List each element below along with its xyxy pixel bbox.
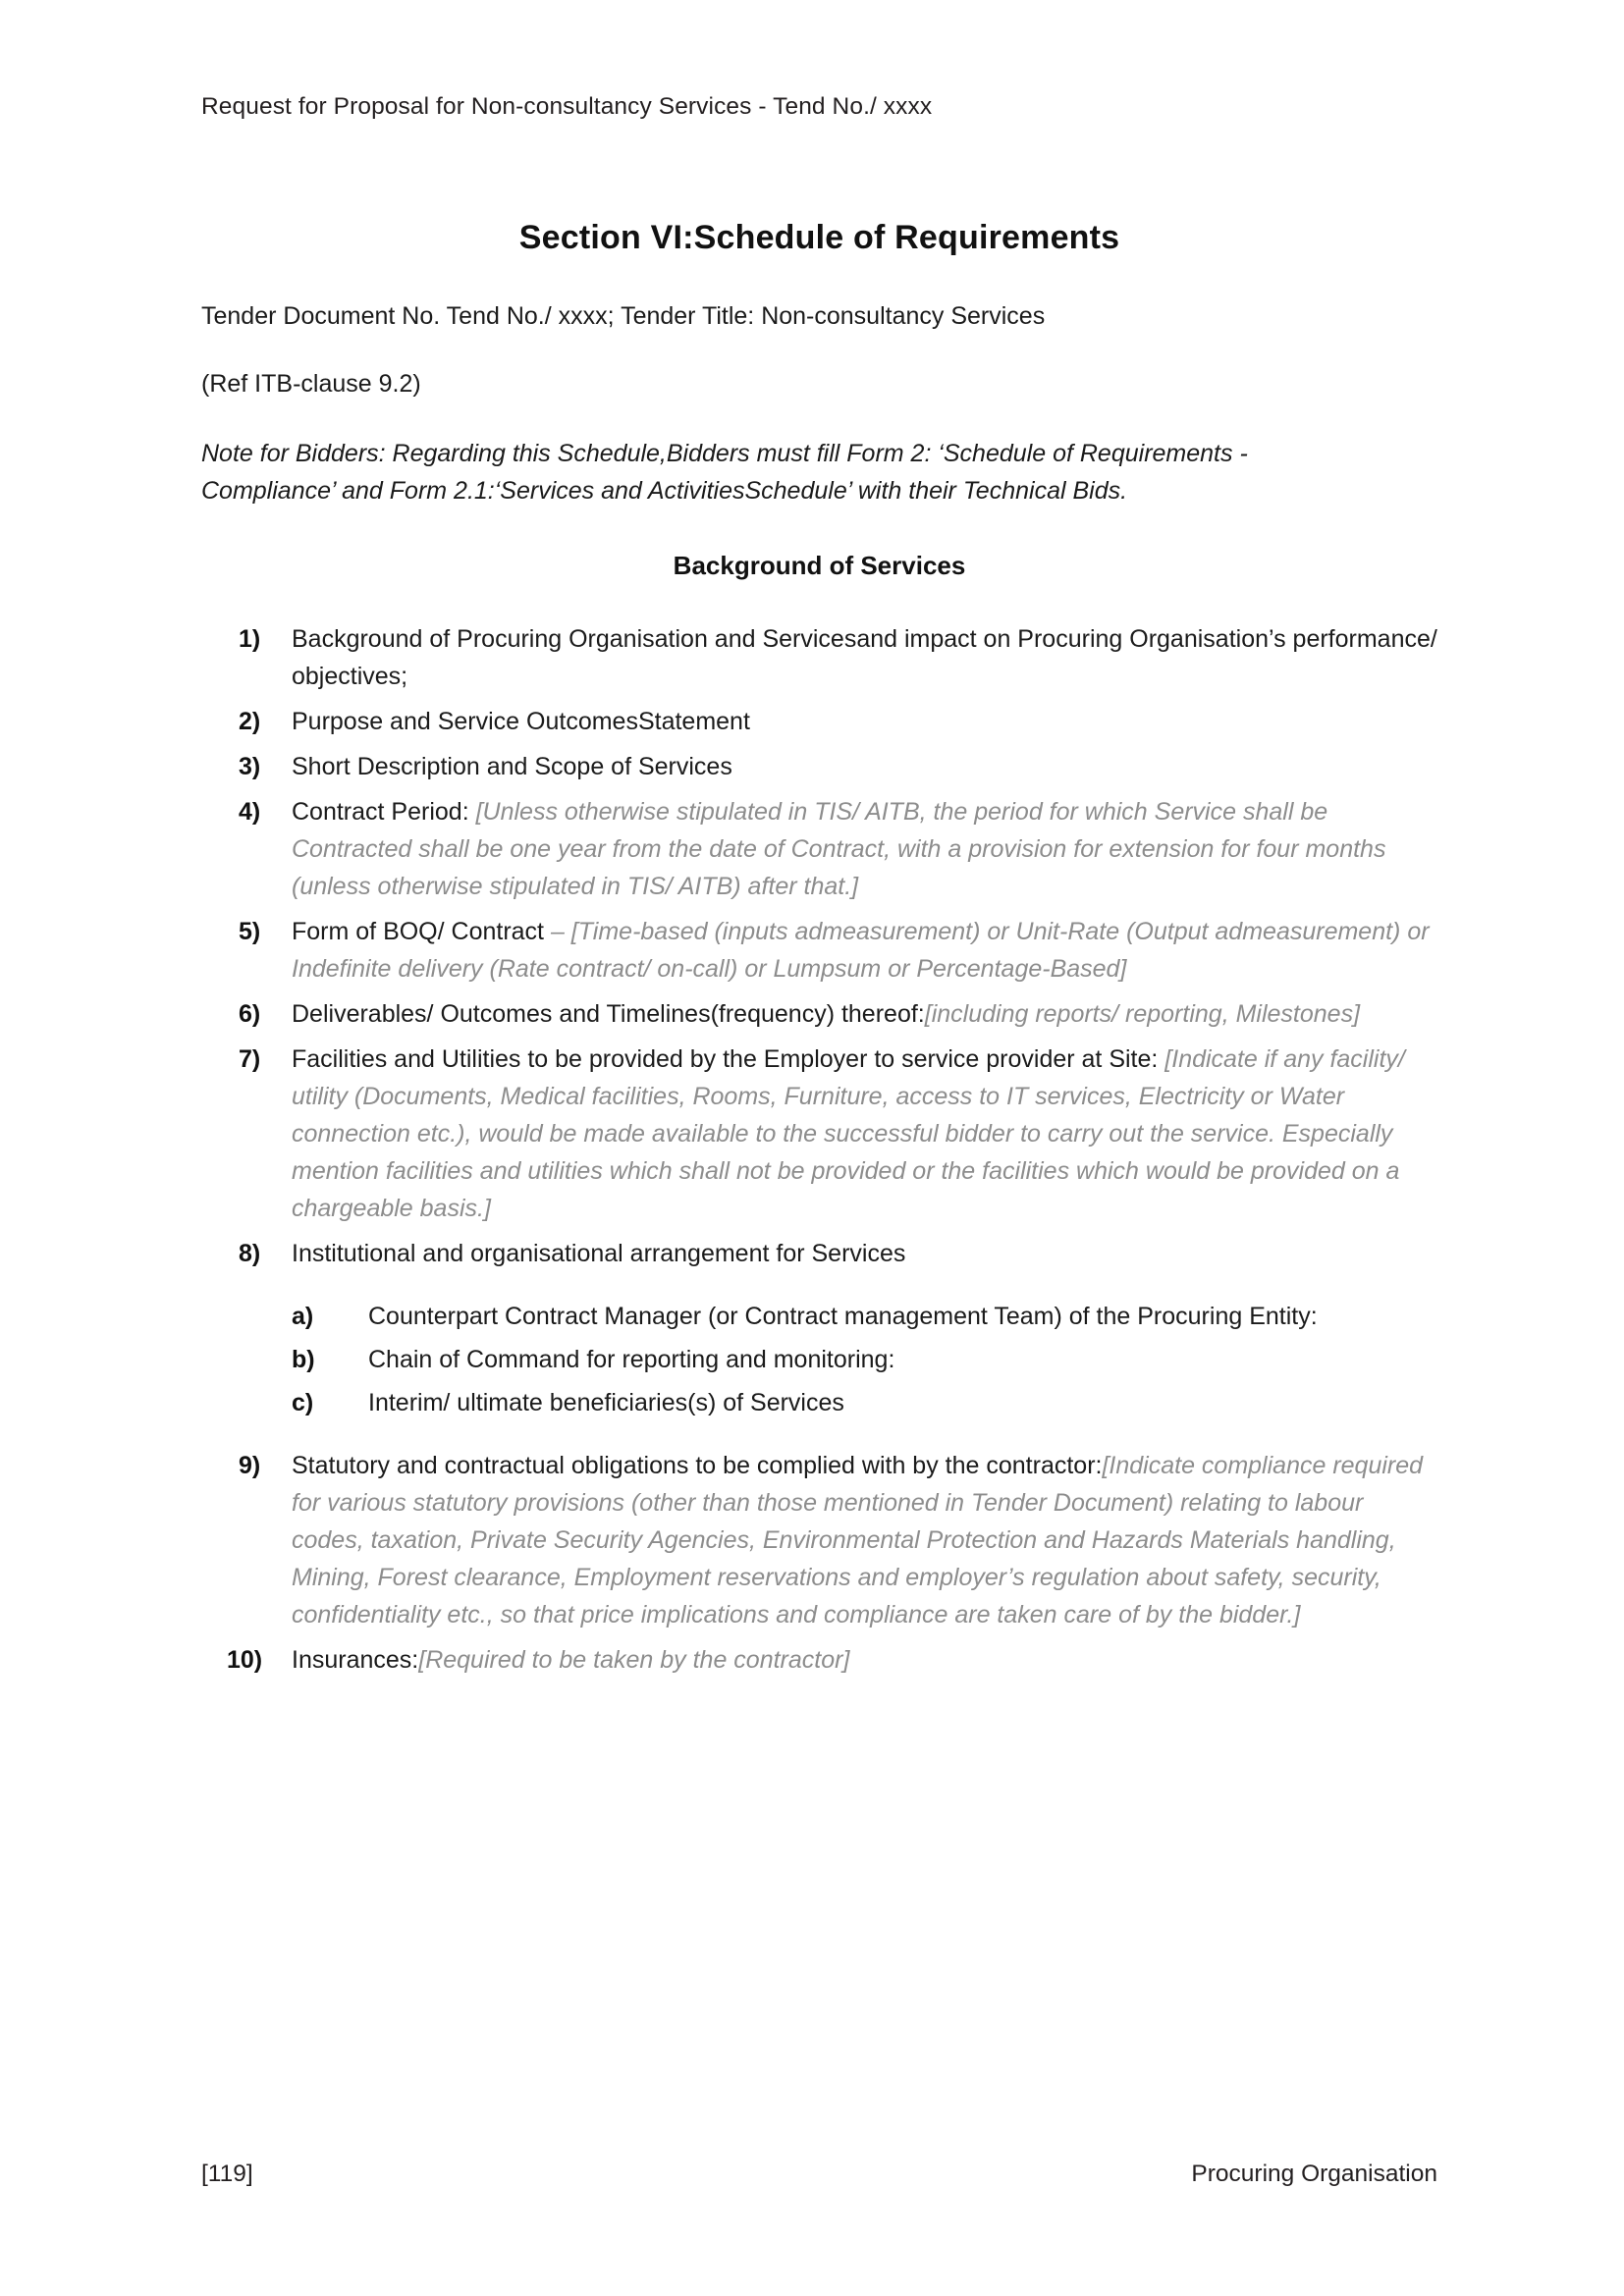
sub-list-item-text: Interim/ ultimate beneficiaries(s) of Services [368,1388,844,1416]
list-marker: 1) [239,624,261,653]
list-marker: 6) [239,999,261,1028]
list-item [201,620,1437,695]
sub-list-item-text: Counterpart Contract Manager (or Contract management Team) of the Procuring Entity: [368,1302,1318,1330]
list-marker: 5) [239,917,261,945]
list-item-text: Form of BOQ/ Contract [292,917,551,945]
list-item [201,793,1437,905]
list-item-text: Purpose and Service OutcomesStatement [292,707,750,735]
note-for-bidders: Note for Bidders: Regarding this Schedule,Bidders must fill Form 2: ‘Schedule of Requirements - Compliance’ and Form 2.1:‘Services and ActivitiesSchedule’ with their Technical Bids. [201,439,1248,505]
sub-list-marker: b) [292,1345,315,1373]
list-marker: 8) [239,1239,261,1267]
list-marker: 10) [227,1645,263,1674]
list-item-italic-note: [Required to be taken by the contractor] [418,1645,850,1674]
sub-list-marker: c) [292,1388,314,1416]
list-item [201,913,1437,988]
list-item-text: Contract Period: [292,797,476,826]
list-item [201,1041,1437,1227]
list-item [201,1641,1437,1679]
list-item-italic-note: [Unless otherwise stipulated in TIS/ AITB, the period for which Service shall be Contracted shall be one year from the date of Contract, with a provision for extension for four months (unless otherwise stipulated in TIS/ AITB) after that.] [292,797,1386,900]
sub-list-item [292,1298,1437,1335]
list-item-italic-note: [Indicate compliance required for various statutory provisions (other than those mentioned in Tender Document) relating to labour codes, taxation, Private Security Agencies, Environmental Protection and Hazards Materials handling, Mining, Forest clearance, Employment reservations and employer’s regulation about safety, security, confidentiality etc., so that price implications and compliance are taken care of by the bidder.] [292,1451,1424,1629]
sub-list-item-text: Chain of Command for reporting and monitoring: [368,1345,895,1373]
footer-organisation: Procuring Organisation [1191,2161,1437,2187]
sub-list-item [292,1384,1437,1421]
list-item-italic-note: [Indicate if any facility/ utility (Documents, Medical facilities, Rooms, Furniture, access to IT services, Electricity or Water connection etc.), would be made available to the successful bidder to carry out the service. Especially mention facilities and utilities which shall not be provided or the facilities which would be provided on a chargeable basis.] [292,1044,1405,1222]
sub-list-marker: a) [292,1302,314,1330]
list-item [201,1447,1437,1633]
list-item [201,703,1437,740]
list-item-text: Deliverables/ Outcomes and Timelines(frequency) thereof: [292,999,925,1028]
list-item [201,1235,1437,1421]
reference-line: (Ref ITB-clause 9.2) [201,370,421,399]
list-item-text: Insurances: [292,1645,419,1674]
list-item-text: Facilities and Utilities to be provided by the Employer to service provider at Site: [292,1044,1165,1073]
list-marker: 2) [239,707,261,735]
page-footer [201,2161,1437,2188]
list-item-italic-note: [including reports/ reporting, Milestones] [924,999,1361,1028]
list-marker: 7) [239,1044,261,1073]
running-header: Request for Proposal for Non-consultancy Services - Tend No./ xxxx [201,93,933,120]
list-item [201,748,1437,785]
page-number: [119] [201,2161,253,2187]
list-item-italic-note: – [Time-based (inputs admeasurement) or Unit-Rate (Output admeasurement) or Indefinite delivery (Rate contract/ on-call) or Lumpsum or Percentage-Based] [292,917,1430,983]
sub-list [292,1298,1437,1421]
tender-document-line: Tender Document No. Tend No./ xxxx; Tender Title: Non-consultancy Services [201,302,1046,330]
list-marker: 4) [239,797,261,826]
list-marker: 3) [239,752,261,780]
list-item-text: Background of Procuring Organisation and Servicesand impact on Procuring Organisation’s performance/ objectives; [292,624,1437,690]
list-item [201,995,1437,1033]
list-item-text: Statutory and contractual obligations to be complied with by the contractor: [292,1451,1103,1479]
sub-list-item [292,1341,1437,1378]
list-item-text: Short Description and Scope of Services [292,752,732,780]
page-title: Section VI:Schedule of Requirements [518,219,1120,256]
list-item-text: Institutional and organisational arrangement for Services [292,1239,906,1267]
requirements-list [201,620,1437,1679]
list-marker: 9) [239,1451,261,1479]
background-of-services-heading: Background of Services [673,550,966,580]
